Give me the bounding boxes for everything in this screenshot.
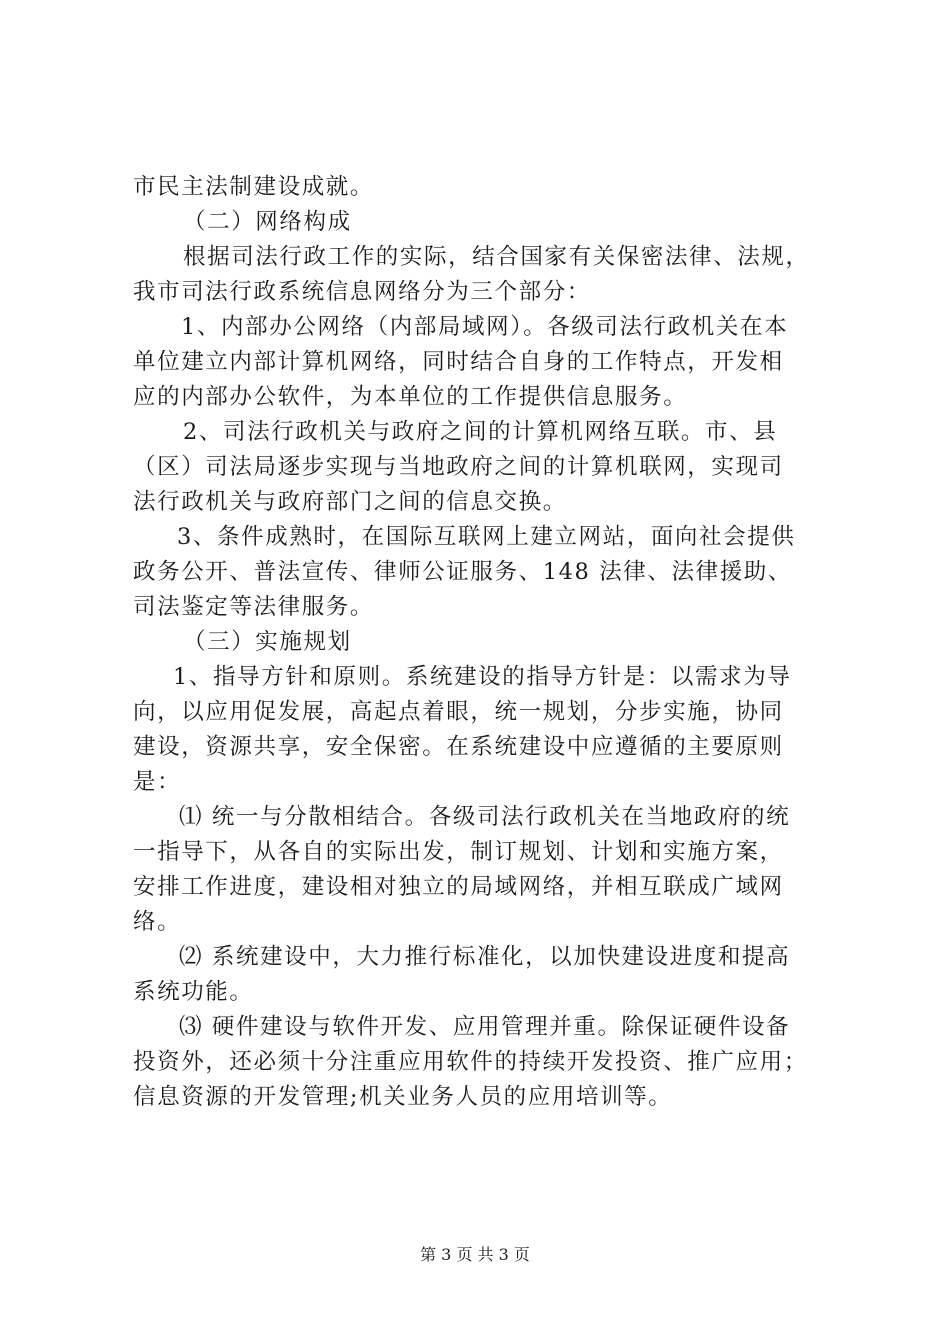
text-line: 根据司法行政工作的实际，结合国家有关保密法律、法规， (183, 244, 810, 270)
text-line: 1、指导方针和原则。系统建设的指导方针是：以需求为导 (173, 664, 792, 690)
section-heading: （二）网络构成 (183, 209, 352, 235)
text-line: 是： (133, 769, 182, 795)
text-line: 系统功能。 (133, 979, 254, 1005)
text-line: 向，以应用促发展，高起点着眼，统一规划，分步实施，协同 (133, 699, 784, 725)
page-number-footer: 第 3 页 共 3 页 (420, 1245, 530, 1264)
text-line: 应的内部办公软件，为本单位的工作提供信息服务。 (133, 384, 688, 410)
text-line: 1、内部办公网络（内部局域网）。各级司法行政机关在本 (181, 314, 789, 340)
text-line: 一指导下，从各自的实际出发，制订规划、计划和实施方案， (133, 839, 784, 865)
text-line: （区）司法局逐步实现与当地政府之间的计算机联网，实现司 (133, 454, 784, 480)
text-line: 司法鉴定等法律服务。 (133, 594, 375, 620)
text-line: 3、条件成熟时，在国际互联网上建立网站，面向社会提供 (177, 524, 796, 550)
text-line: 法行政机关与政府部门之间的信息交换。 (133, 489, 567, 515)
section-heading: （三）实施规划 (183, 629, 352, 655)
document-body (133, 170, 833, 1115)
text-line: 2、司法行政机关与政府之间的计算机网络互联。市、县 (183, 419, 778, 445)
text-line: ⑵ 系统建设中，大力推行标准化，以加快建设进度和提高 (179, 944, 791, 970)
text-line: 建设，资源共享，安全保密。在系统建设中应遵循的主要原则 (133, 734, 784, 760)
text-line: 我市司法行政系统信息网络分为三个部分： (133, 279, 591, 305)
text-line: 投资外，还必须十分注重应用软件的持续开发投资、推广应用； (133, 1049, 808, 1075)
text-line: ⑴ 统一与分散相结合。各级司法行政机关在当地政府的统 (179, 804, 791, 830)
text-line: 络。 (133, 909, 182, 935)
text-line: 政务公开、普法宣传、律师公证服务、148 法律、法律援助、 (133, 559, 792, 585)
text-line: 单位建立内部计算机网络，同时结合自身的工作特点，开发相 (133, 349, 784, 375)
text-line: ⑶ 硬件建设与软件开发、应用管理并重。除保证硬件设备 (179, 1014, 791, 1040)
text-line: 市民主法制建设成就。 (133, 174, 375, 200)
text-line: 安排工作进度，建设相对独立的局域网络，并相互联成广域网 (133, 874, 784, 900)
text-line: 信息资源的开发管理;机关业务人员的应用培训等。 (133, 1084, 673, 1110)
